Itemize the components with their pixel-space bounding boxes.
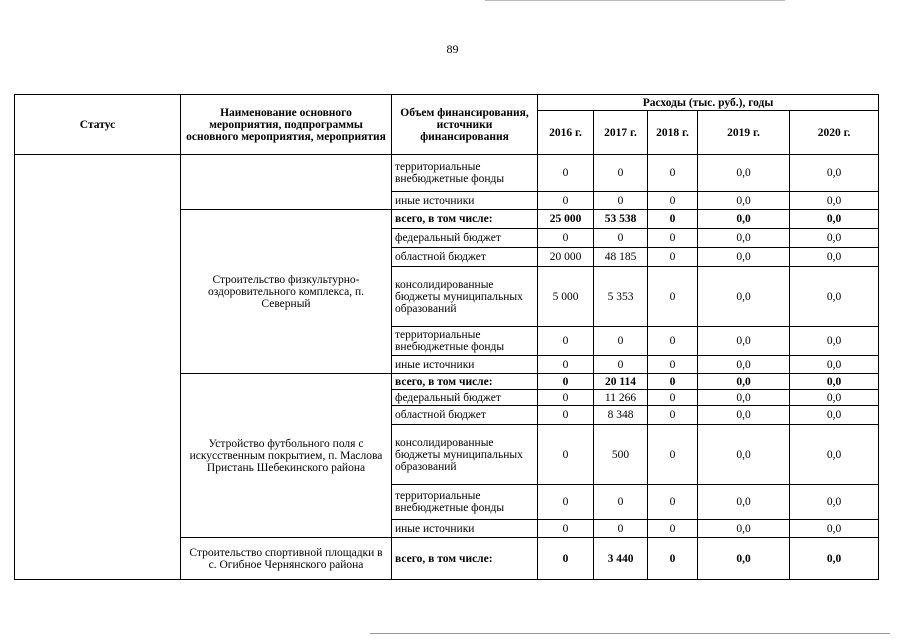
value-cell: 5 353	[594, 267, 648, 327]
value-cell: 0	[648, 538, 698, 580]
value-cell: 0	[648, 520, 698, 538]
funding-source-cell: иные источники	[392, 192, 538, 210]
value-cell: 0	[648, 267, 698, 327]
value-cell: 0,0	[698, 267, 790, 327]
value-cell: 0	[648, 192, 698, 210]
funding-source-cell: иные источники	[392, 520, 538, 538]
value-cell: 0	[538, 390, 594, 406]
header-year: 2016 г.	[538, 111, 594, 155]
value-cell: 0	[538, 155, 594, 192]
value-cell: 0,0	[698, 192, 790, 210]
value-cell: 0,0	[790, 155, 879, 192]
value-cell: 0	[648, 229, 698, 248]
value-cell: 0,0	[790, 425, 879, 485]
value-cell: 53 538	[594, 210, 648, 229]
value-cell: 0	[648, 155, 698, 192]
measure-name-cell	[181, 155, 392, 210]
funding-source-cell: областной бюджет	[392, 248, 538, 267]
value-cell: 0	[538, 356, 594, 374]
value-cell: 0	[648, 374, 698, 390]
value-cell: 0,0	[790, 390, 879, 406]
value-cell: 0,0	[698, 210, 790, 229]
value-cell: 0	[538, 425, 594, 485]
value-cell: 0,0	[790, 485, 879, 520]
value-cell: 25 000	[538, 210, 594, 229]
value-cell: 0	[538, 485, 594, 520]
value-cell: 3 440	[594, 538, 648, 580]
table-row	[15, 155, 879, 192]
value-cell: 0	[538, 229, 594, 248]
funding-source-cell: всего, в том числе:	[392, 374, 538, 390]
value-cell: 5 000	[538, 267, 594, 327]
value-cell: 0	[648, 327, 698, 356]
value-cell: 0,0	[790, 520, 879, 538]
value-cell: 0	[538, 192, 594, 210]
funding-source-cell: всего, в том числе:	[392, 538, 538, 580]
value-cell: 0,0	[698, 406, 790, 425]
header-year: 2019 г.	[698, 111, 790, 155]
value-cell: 0,0	[698, 538, 790, 580]
value-cell: 500	[594, 425, 648, 485]
value-cell: 0,0	[790, 374, 879, 390]
value-cell: 0,0	[790, 356, 879, 374]
value-cell: 0,0	[790, 406, 879, 425]
measure-name-cell: Строительство спортивной площадки в с. Огибное Чернянского района	[181, 538, 392, 580]
value-cell: 0	[594, 155, 648, 192]
value-cell: 0	[594, 327, 648, 356]
value-cell: 0	[648, 425, 698, 485]
value-cell: 20 114	[594, 374, 648, 390]
value-cell: 0	[648, 485, 698, 520]
value-cell: 8 348	[594, 406, 648, 425]
value-cell: 0,0	[790, 267, 879, 327]
value-cell: 20 000	[538, 248, 594, 267]
value-cell: 0	[648, 248, 698, 267]
value-cell: 0,0	[790, 538, 879, 580]
status-cell	[15, 155, 181, 580]
funding-source-cell: иные источники	[392, 356, 538, 374]
header-volume: Объем финансирования, источники финансирования	[392, 95, 538, 155]
value-cell: 0,0	[698, 425, 790, 485]
value-cell: 0,0	[698, 248, 790, 267]
funding-source-cell: консолидированные бюджеты муниципальных образований	[392, 267, 538, 327]
value-cell: 0,0	[790, 248, 879, 267]
measure-name-cell: Строительство физкультурно-оздоровительного комплекса, п. Северный	[181, 210, 392, 374]
value-cell: 0,0	[698, 327, 790, 356]
value-cell: 0	[538, 538, 594, 580]
funding-source-cell: консолидированные бюджеты муниципальных образований	[392, 425, 538, 485]
table-body	[15, 155, 879, 580]
funding-source-cell: территориальные внебюджетные фонды	[392, 327, 538, 356]
value-cell: 0,0	[698, 356, 790, 374]
value-cell: 0,0	[790, 327, 879, 356]
page-number: 89	[446, 42, 459, 56]
value-cell: 0	[538, 374, 594, 390]
value-cell: 0	[594, 229, 648, 248]
value-cell: 0,0	[698, 229, 790, 248]
header-expenses: Расходы (тыс. руб.), годы	[538, 95, 879, 111]
funding-source-cell: федеральный бюджет	[392, 390, 538, 406]
scan-artifact-bottom	[370, 633, 890, 634]
scan-artifact-top	[485, 0, 785, 1]
value-cell: 0,0	[790, 229, 879, 248]
value-cell: 0,0	[790, 192, 879, 210]
value-cell: 0,0	[790, 210, 879, 229]
value-cell: 0	[538, 520, 594, 538]
value-cell: 0	[594, 485, 648, 520]
value-cell: 0	[594, 356, 648, 374]
value-cell: 0,0	[698, 390, 790, 406]
value-cell: 0	[648, 406, 698, 425]
value-cell: 0	[648, 210, 698, 229]
budget-table-grid	[14, 94, 879, 580]
value-cell: 0,0	[698, 374, 790, 390]
value-cell: 11 266	[594, 390, 648, 406]
header-year: 2018 г.	[648, 111, 698, 155]
value-cell: 0	[648, 390, 698, 406]
funding-source-cell: всего, в том числе:	[392, 210, 538, 229]
value-cell: 48 185	[594, 248, 648, 267]
value-cell: 0	[538, 406, 594, 425]
funding-source-cell: территориальные внебюджетные фонды	[392, 155, 538, 192]
funding-source-cell: федеральный бюджет	[392, 229, 538, 248]
measure-name-cell: Устройство футбольного поля с искусственным покрытием, п. Маслова Пристань Шебекинского района	[181, 374, 392, 538]
header-name: Наименование основного мероприятия, подпрограммы основного мероприятия, мероприятия	[181, 95, 392, 155]
value-cell: 0	[594, 520, 648, 538]
header-year: 2017 г.	[594, 111, 648, 155]
value-cell: 0,0	[698, 485, 790, 520]
value-cell: 0	[538, 327, 594, 356]
header-year: 2020 г.	[790, 111, 879, 155]
budget-table	[14, 94, 878, 580]
header-status: Статус	[15, 95, 181, 155]
value-cell: 0,0	[698, 520, 790, 538]
value-cell: 0,0	[698, 155, 790, 192]
value-cell: 0	[648, 356, 698, 374]
funding-source-cell: областной бюджет	[392, 406, 538, 425]
funding-source-cell: территориальные внебюджетные фонды	[392, 485, 538, 520]
value-cell: 0	[594, 192, 648, 210]
